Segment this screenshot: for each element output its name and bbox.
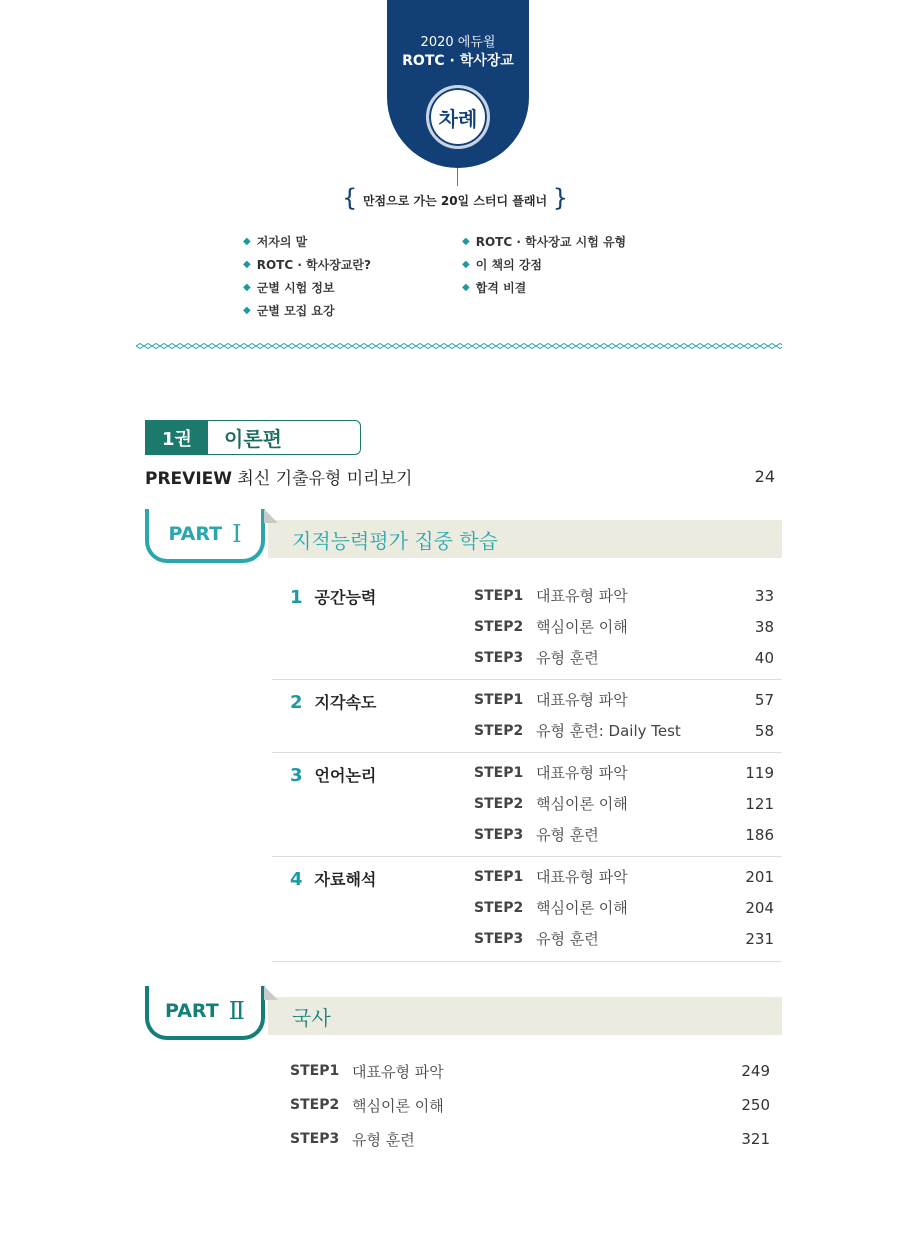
- part-roman: Ⅱ: [228, 997, 245, 1025]
- step-row[interactable]: STEP1 대표유형 파악 57: [474, 690, 774, 709]
- step-row[interactable]: STEP1 대표유형 파악 33: [474, 586, 774, 605]
- list-item: ◆ 이 책의 강점: [462, 257, 543, 272]
- chapter-heading[interactable]: [290, 763, 376, 786]
- preview-entry[interactable]: [145, 464, 775, 488]
- page-number: 24: [754, 466, 775, 486]
- part-roman: Ⅰ: [232, 520, 242, 548]
- step-row[interactable]: STEP2 핵심이론 이해 250: [290, 1096, 770, 1115]
- diamond-bullet-icon: ◆: [243, 281, 251, 293]
- list-item: ◆ ROTC · 학사장교 시험 유형: [462, 234, 627, 249]
- chapter: [272, 680, 782, 753]
- diamond-bullet-icon: ◆: [462, 258, 470, 270]
- volume-name: 이론편: [224, 427, 282, 451]
- step-row[interactable]: STEP1 대표유형 파악 201: [474, 867, 774, 886]
- corner-fold: [264, 509, 278, 523]
- chapter-name: 자료해석: [314, 870, 377, 889]
- step-row[interactable]: STEP3 유형 훈련 186: [474, 825, 774, 844]
- list-item: ◆ 합격 비결: [462, 280, 527, 295]
- brand-line2: ROTC · 학사장교: [402, 53, 514, 69]
- part-label: PART: [168, 523, 223, 545]
- part2-step-list: [290, 1054, 770, 1156]
- part-title: 지적능력평가 집중 학습: [292, 528, 498, 553]
- volume-label: [145, 420, 361, 455]
- step-list: [474, 580, 774, 673]
- toc-label: 차례: [438, 106, 478, 131]
- zigzag-divider: [136, 343, 782, 349]
- chapter-name: 언어논리: [314, 766, 377, 785]
- step-list: [474, 757, 774, 850]
- chapter: [272, 580, 782, 680]
- preview-label: PREVIEW: [145, 468, 233, 489]
- step-row[interactable]: STEP2 핵심이론 이해 204: [474, 898, 774, 917]
- part1-tag: [145, 509, 265, 563]
- chapter-heading[interactable]: [290, 690, 376, 713]
- chapter: [272, 753, 782, 857]
- planner-title: 만점으로 가는 20일 스터디 플래너: [362, 194, 548, 208]
- brand: [387, 34, 529, 70]
- step-row[interactable]: STEP1 대표유형 파악 119: [474, 763, 774, 782]
- corner-fold: [264, 986, 278, 1000]
- step-row[interactable]: STEP3 유형 훈련 40: [474, 648, 774, 667]
- chapter-number: 4: [290, 869, 303, 890]
- list-item: ◆ 군별 시험 정보: [243, 280, 335, 295]
- chapter: [272, 857, 782, 962]
- chapter-number: 1: [290, 587, 303, 608]
- list-item: ◆ 저자의 말: [243, 234, 308, 249]
- toc-badge: [426, 85, 490, 149]
- brand-line1: 2020 에듀윌: [420, 35, 496, 50]
- step-row[interactable]: STEP2 핵심이론 이해 121: [474, 794, 774, 813]
- chapter-heading[interactable]: [290, 867, 376, 890]
- preview-title: 최신 기출유형 미리보기: [237, 468, 413, 489]
- step-row[interactable]: STEP2 유형 훈련: Daily Test 58: [474, 721, 774, 740]
- chapter-name: 공간능력: [314, 588, 377, 607]
- diamond-bullet-icon: ◆: [243, 258, 251, 270]
- planner-title-box: [340, 184, 570, 212]
- volume-number: 1권: [146, 421, 208, 454]
- left-brace: {: [342, 184, 358, 212]
- step-row[interactable]: STEP3 유형 훈련 321: [290, 1130, 770, 1149]
- part-title: 국사: [292, 1005, 331, 1030]
- diamond-bullet-icon: ◆: [243, 304, 251, 316]
- planner-list-left: [243, 230, 371, 321]
- step-list: [474, 861, 774, 954]
- step-list: [474, 684, 774, 746]
- planner-list-right: [462, 230, 626, 298]
- part-label: PART: [165, 1000, 219, 1022]
- list-item: ◆ ROTC · 학사장교란?: [243, 257, 371, 272]
- chapter-name: 지각속도: [314, 693, 377, 712]
- list-item: ◆ 군별 모집 요강: [243, 303, 335, 318]
- diamond-bullet-icon: ◆: [243, 235, 251, 247]
- chapter-heading[interactable]: [290, 585, 376, 608]
- part2-banner: [268, 997, 782, 1035]
- part1-banner: [268, 520, 782, 558]
- chapter-number: 3: [290, 765, 303, 786]
- step-row[interactable]: STEP1 대표유형 파악 249: [290, 1062, 770, 1081]
- step-row[interactable]: STEP3 유형 훈련 231: [474, 929, 774, 948]
- step-row[interactable]: STEP2 핵심이론 이해 38: [474, 617, 774, 636]
- part1-chapters: [272, 580, 782, 962]
- chapter-number: 2: [290, 692, 303, 713]
- diamond-bullet-icon: ◆: [462, 281, 470, 293]
- part2-tag: [145, 986, 265, 1040]
- right-brace: }: [552, 184, 568, 212]
- connector-line: [457, 168, 458, 186]
- diamond-bullet-icon: ◆: [462, 235, 470, 247]
